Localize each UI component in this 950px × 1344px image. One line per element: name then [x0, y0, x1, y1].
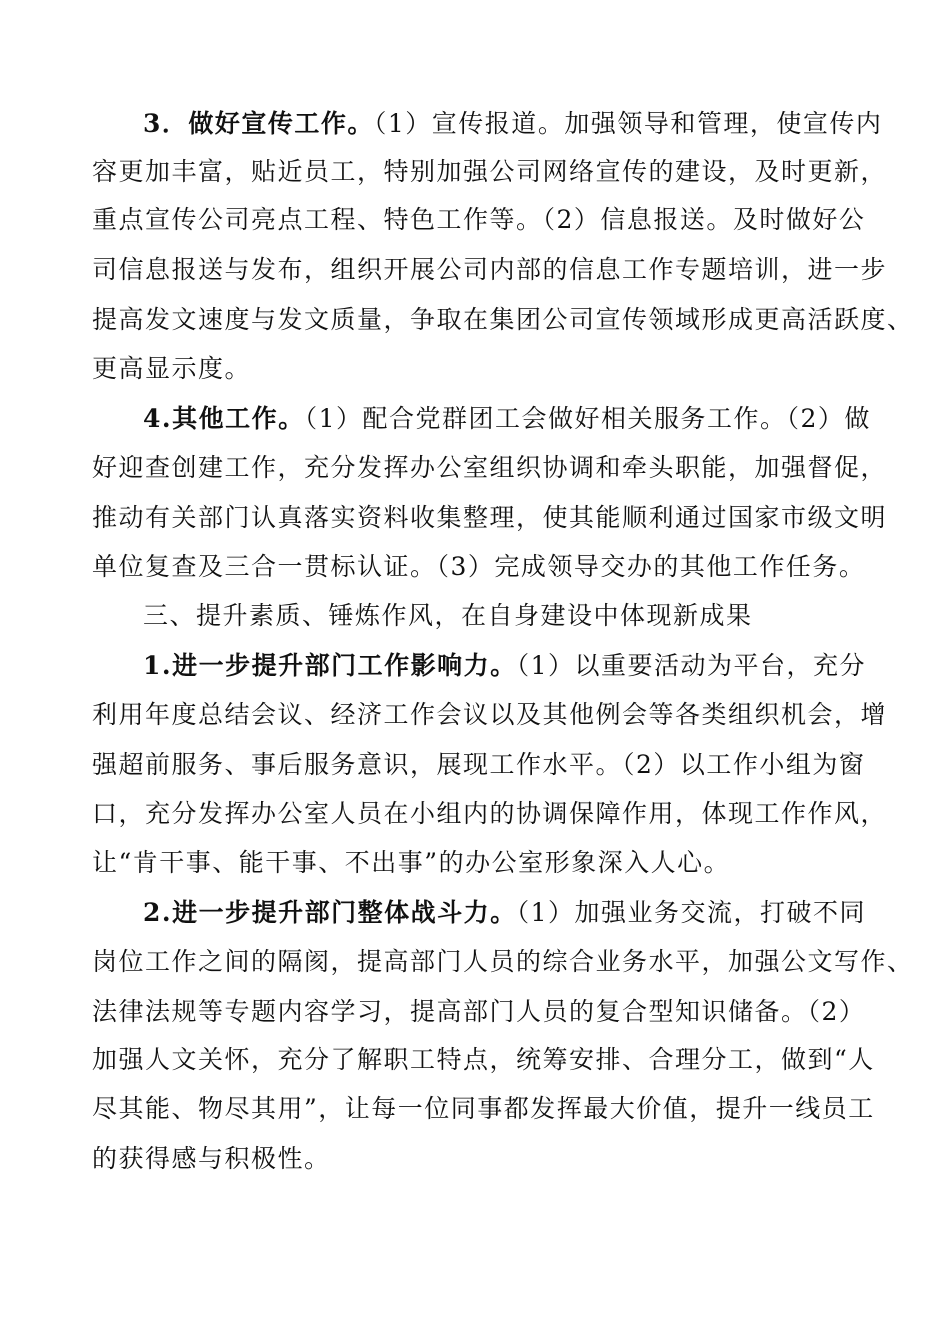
paragraph-line: 让“肯干事、能干事、不出事”的办公室形象深入人心。	[92, 848, 731, 877]
paragraph-line: 加强人文关怀，充分了解职工特点，统筹安排、合理分工，做到“人	[92, 1045, 875, 1074]
paragraph-line: 尽其能、物尽其用”，让每一位同事都发挥最大价值，提升一线员工	[92, 1094, 875, 1123]
paragraph-line: 的获得感与积极性。	[92, 1144, 331, 1173]
paragraph-line: 强超前服务、事后服务意识，展现工作水平。（2）以工作小组为窗	[92, 750, 866, 779]
paragraph-line: 单位复查及三合一贯标认证。（3）完成领导交办的其他工作任务。	[92, 552, 866, 581]
paragraph-text: （1）配合党群团工会做好相关服务工作。（2）做	[304, 404, 871, 433]
paragraph-line: 推动有关部门认真落实资料收集整理，使其能顺利通过国家市级文明	[92, 503, 888, 532]
paragraph-heading: 4.其他工作。	[143, 404, 305, 433]
paragraph-line	[143, 99, 923, 149]
paragraph-heading: 1.进一步提升部门工作影响力。	[143, 651, 517, 680]
paragraph-heading: 3．做好宣传工作。	[143, 109, 374, 138]
section-heading: 三、提升素质、锤炼作风，在自身建设中体现新成果	[143, 601, 753, 630]
paragraph-line: 容更加丰富，贴近员工，特别加强公司网络宣传的建设，及时更新，	[92, 157, 888, 186]
paragraph-line	[143, 641, 923, 691]
paragraph-line: 利用年度总结会议、经济工作会议以及其他例会等各类组织机会，增	[92, 700, 888, 729]
paragraph-line: 更高显示度。	[92, 354, 252, 383]
paragraph-text: （1）宣传报道。加强领导和管理，使宣传内	[373, 109, 883, 138]
paragraph-line: 岗位工作之间的隔阂，提高部门人员的综合业务水平，加强公文写作、	[92, 947, 914, 976]
paragraph-line: 口，充分发挥办公室人员在小组内的协调保障作用，体现工作作风，	[92, 799, 888, 828]
paragraph-heading: 2.进一步提升部门整体战斗力。	[143, 898, 517, 927]
paragraph-line: 司信息报送与发布，组织开展公司内部的信息工作专题培训，进一步	[92, 255, 888, 284]
paragraph-line: 法律法规等专题内容学习，提高部门人员的复合型知识储备。（2）	[92, 997, 866, 1026]
paragraph-line: 重点宣传公司亮点工程、特色工作等。（2）信息报送。及时做好公	[92, 205, 866, 234]
paragraph-line: 好迎查创建工作，充分发挥办公室组织协调和牵头职能，加强督促，	[92, 453, 888, 482]
paragraph-line: 提高发文速度与发文质量，争取在集团公司宣传领域形成更高活跃度、	[92, 305, 914, 334]
paragraph-line	[143, 394, 923, 444]
paragraph-line	[143, 888, 923, 938]
paragraph-text: （1）以重要活动为平台，充分	[516, 651, 867, 680]
paragraph-text: （1）加强业务交流，打破不同	[516, 898, 867, 927]
